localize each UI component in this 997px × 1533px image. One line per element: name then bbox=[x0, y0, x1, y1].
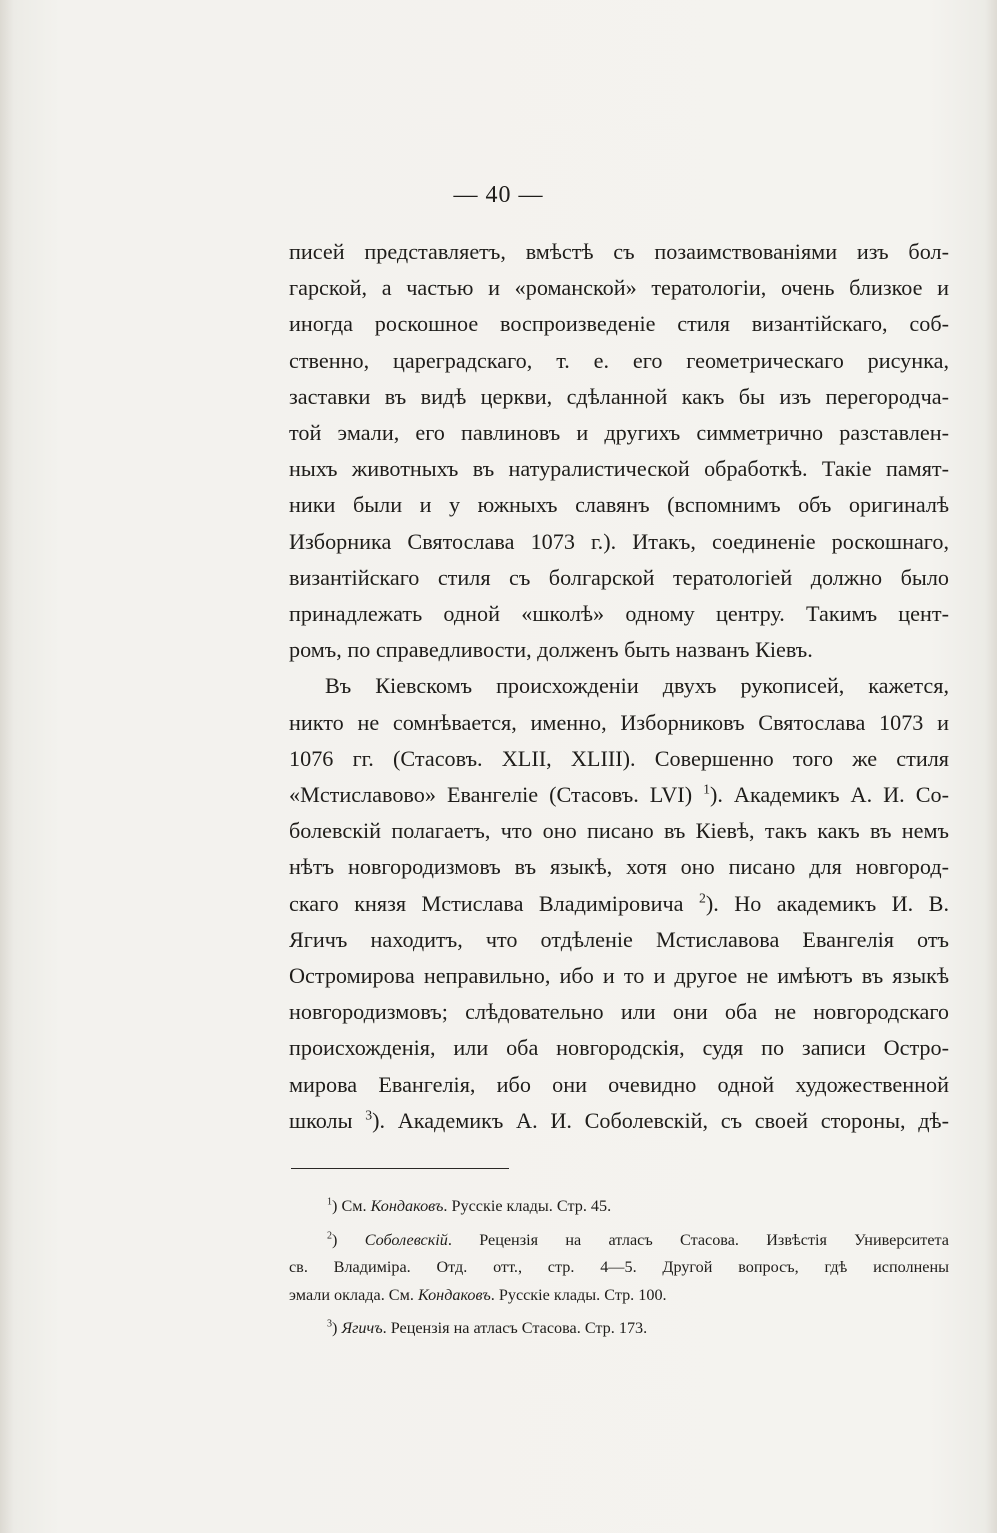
text-line: болевскій полагаетъ, что оно писано въ Кіевѣ, такъ какъ въ немъ bbox=[289, 818, 949, 844]
footnote-separator bbox=[291, 1168, 509, 1169]
footnote-author: Соболевскій bbox=[364, 1230, 448, 1249]
footnote-1: $^1$) См. Кондаковъ. Русскіе клады. Стр. 45. bbox=[327, 1196, 612, 1215]
text-line: византійскаго стиля съ болгарской тератологіей должно было bbox=[289, 564, 949, 590]
footnote-ref-1[interactable]: 1 bbox=[703, 781, 710, 797]
footnote-ref-3[interactable]: 3 bbox=[365, 1107, 373, 1123]
text-segment: скаго князя Мстислава Владиміровича bbox=[289, 890, 684, 916]
footnote-marker: 3 bbox=[327, 1318, 333, 1330]
text-line: Въ Кіевскомъ происхожденіи двухъ рукописей, кажется, bbox=[325, 673, 949, 699]
text-line-with-footnote-ref bbox=[289, 777, 949, 813]
footnote-2-line: св. Владиміра. Отд. отт., стр. 4—5. Другой вопросъ, гдѣ исполнены bbox=[289, 1258, 949, 1276]
text-line: ныхъ животныхъ въ натуралистической обработкѣ. Такіе памят- bbox=[289, 456, 949, 482]
footnote-text: См. bbox=[341, 1197, 367, 1215]
text-segment: ). Но академикъ И. В. bbox=[705, 890, 950, 916]
text-line: 1076 гг. (Стасовъ. XLII, XLIII). Совершенно того же стиля bbox=[289, 745, 949, 771]
text-line: Ягичъ находитъ, что отдѣленіе Мстиславова Евангелія отъ bbox=[289, 926, 949, 952]
footnote-text: Русскіе клады. Стр. 100. bbox=[498, 1285, 667, 1304]
text-line: новгородизмовъ; слѣдовательно или они оба не новгородскаго bbox=[289, 999, 949, 1025]
text-line: принадлежать одной «школѣ» одному центру. Такимъ цент- bbox=[289, 601, 949, 627]
text-line: ники были и у южныхъ славянъ (вспомнимъ объ оригиналѣ bbox=[289, 492, 949, 518]
footnote-text: Рецензія на атласъ Стасова. Стр. 173. bbox=[390, 1319, 648, 1337]
footnote-2-line: эмали оклада. См. Кондаковъ. Русскіе клады. Стр. 100. bbox=[289, 1285, 667, 1304]
footnote-author: Кондаковъ bbox=[370, 1197, 444, 1215]
text-line: гарской, а частью и «романской» тератологіи, очень близкое и bbox=[289, 275, 949, 301]
footnote-text: Русскіе клады. Стр. 45. bbox=[451, 1197, 612, 1215]
text-line: мирова Евангелія, ибо они очевидно одной художественной bbox=[289, 1071, 949, 1097]
text-line: писей представляетъ, вмѣстѣ съ позаимствованіями изъ бол- bbox=[289, 239, 949, 264]
main-text bbox=[289, 234, 949, 1139]
text-line: ственно, цареградскаго, т. е. его геометрическаго рисунка, bbox=[289, 347, 949, 373]
text-line: иногда роскошное воспроизведеніе стиля византійскаго, соб- bbox=[289, 311, 949, 337]
footnote-text: эмали оклада. См. bbox=[289, 1285, 414, 1304]
text-line: происхожденія, или оба новгородскія, судя по записи Остро- bbox=[289, 1035, 949, 1061]
footnote-2: $^2$) Соболевскій. Рецензія на атласъ Стасова. Извѣстія Университета bbox=[327, 1230, 949, 1249]
text-segment: «Мстиславово» Евангеліе (Стасовъ. LVI) bbox=[289, 782, 693, 808]
text-line-with-footnote-ref bbox=[289, 1103, 949, 1139]
footnote-text: Рецензія на атласъ Стасова. Извѣстія Университета bbox=[479, 1230, 949, 1249]
text-line: заставки въ видѣ церкви, сдѣланной какъ бы изъ перегородча- bbox=[289, 383, 949, 409]
text-line: ромъ, по справедливости, долженъ быть названъ Кіевъ. bbox=[289, 637, 813, 663]
page-number: — 40 — bbox=[453, 182, 544, 208]
text-segment: школы bbox=[289, 1107, 353, 1133]
footnote-author: Ягичъ bbox=[341, 1319, 383, 1337]
footnote-author: Кондаковъ bbox=[417, 1285, 491, 1304]
footnote-3: $^3$) Ягичъ. Рецензія на атласъ Стасова. Стр. 173. bbox=[327, 1318, 648, 1337]
text-segment: ). Академикъ А. И. Соболевскій, съ своей стороны, дѣ- bbox=[372, 1107, 949, 1133]
footnote-ref-2[interactable]: 2 bbox=[698, 890, 706, 906]
text-line: нѣтъ новгородизмовъ въ языкѣ, хотя оно писано для новгород- bbox=[289, 854, 949, 880]
footnotes bbox=[289, 1193, 949, 1343]
text-line: никто не сомнѣвается, именно, Изборниковъ Святослава 1073 и bbox=[289, 709, 949, 735]
text-line: Изборника Святослава 1073 г.). Итакъ, соединеніе роскошнаго, bbox=[289, 528, 949, 554]
text-line-with-footnote-ref bbox=[289, 886, 949, 922]
text-line: Остромирова неправильно, ибо и то и другое не имѣютъ въ языкѣ bbox=[289, 963, 949, 989]
text-segment: ). Академикъ А. И. Со- bbox=[709, 782, 950, 808]
footnote-marker: 1 bbox=[327, 1196, 333, 1208]
text-line: той эмали, его павлиновъ и другихъ симметрично разставлен- bbox=[289, 420, 949, 446]
footnote-marker: 2 bbox=[327, 1230, 333, 1242]
